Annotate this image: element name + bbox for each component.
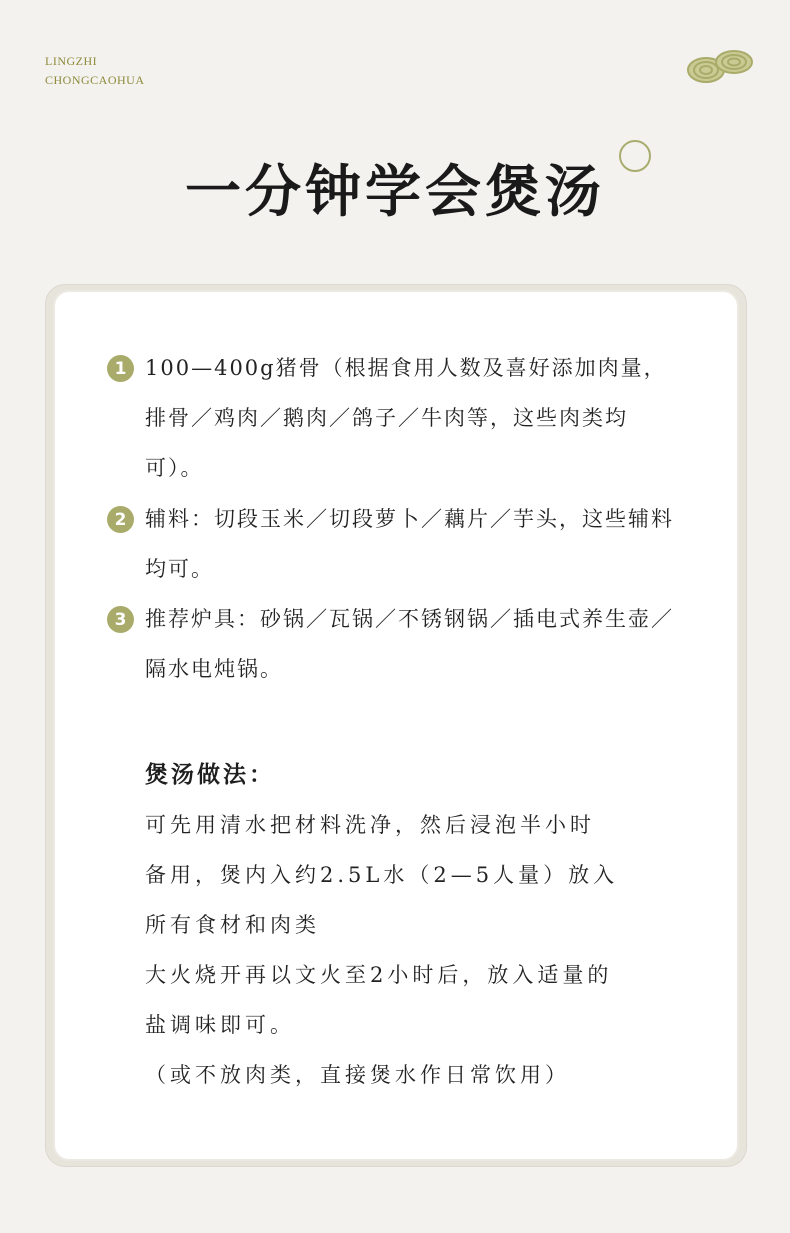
- method-heading: 煲汤做法：: [145, 761, 275, 788]
- list-item: [114, 343, 675, 493]
- title-decoration-ring: [619, 140, 651, 172]
- lingzhi-mushroom-icon: [684, 46, 758, 88]
- page-title: 一分钟学会煲汤: [185, 160, 605, 225]
- method-line: 大火烧开再以文火至2小时后，放入适量的: [145, 963, 613, 987]
- list-item-text: 辅料：切段玉米／切段萝卜／藕片／芋头，这些辅料均可。: [145, 507, 674, 581]
- brand-line-2: CHONGCAOHUA: [45, 73, 145, 87]
- method-line: 所有食材和肉类: [145, 913, 320, 937]
- method-line: （或不放肉类，直接煲水作日常饮用）: [145, 1063, 570, 1087]
- list-item-text: 推荐炉具：砂锅／瓦锅／不锈钢锅／插电式养生壶／隔水电炖锅。: [145, 607, 674, 681]
- number-badge: 3: [107, 606, 134, 633]
- brand-text: [45, 52, 145, 90]
- method-line: 盐调味即可。: [145, 1013, 295, 1037]
- method-line: 可先用清水把材料洗净，然后浸泡半小时: [145, 813, 595, 837]
- method-line: 备用，煲内入约2.5L水（2—5人量）放入: [145, 863, 619, 887]
- brand-line-1: LINGZHI: [45, 54, 98, 68]
- method-section: [145, 750, 685, 1100]
- list-item: [114, 594, 675, 694]
- list-item-text: 100—400g猪骨（根据食用人数及喜好添加肉量，排骨／鸡肉／鹅肉／鸽子／牛肉等，这些肉类均可）。: [145, 356, 667, 480]
- number-badge: 2: [107, 506, 134, 533]
- list-item: [114, 494, 675, 594]
- number-badge: 1: [107, 355, 134, 382]
